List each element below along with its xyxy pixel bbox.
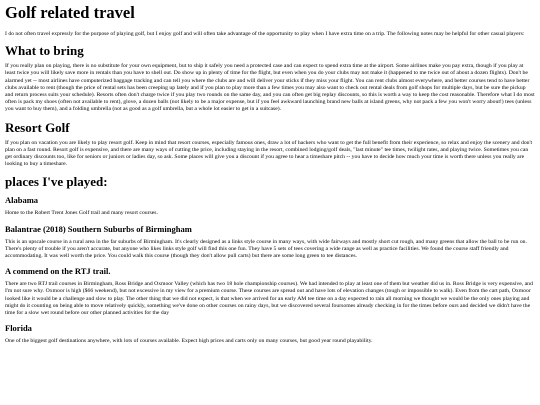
subheading-florida: Florida	[5, 323, 32, 334]
florida-paragraph: One of the biggest golf destinations anywhere, with lots of courses available. Expect high prices and carts only on many courses, but good year round playability.	[5, 338, 373, 345]
balantrae-paragraph: This is an upscale course in a rural area in the far suburbs of Birmingham. It's clearly designed as a links style course in many ways, with wide fairways and mostly short cut rough, and many greens that allow the ball to be run on. There's plenty of trouble if you aren't accurate, but anyone who likes links style golf will find this one fun. They have 5 sets of tees covering a wide range as well as practice facilities. We found the course staff friendly and accommodating. It was well worth the price. You could walk this course (though they don't allow pull carts) but there are some long green to tee distances.	[5, 238, 527, 260]
subheading-alabama: Alabama	[5, 195, 39, 206]
what-to-bring-paragraph: If you really plan on playing, there is no substitute for your own equipment, but to ship it safely you need a protected case and can expect to spend extra time at the airport. Some airlines make you pay extra, though if you play at least twice you will likely save more in rentals than you have to shell out. Do show up in plenty of time for the flight, but even when you do your clubs may not make it (happened to me twice out of about a dozen flights). Don't be alarmed yet -- most airlines have computerized baggage tracking and can tell you where the clubs are and will deliver your sticks if they miss your flight. You can rent clubs almost everywhere, and better courses tend to have better clubs available to rent (though the price of rental sets has been creeping up lately and if you plan to play more than a few times you may also want to check out rental deals from golf shops for multiple days, but be sure the pickup and return process suits your schedule). Resorts often don't charge twice if you play two rounds on the same day, and you can often get big replay discounts, so this is worth a way to keep the cost reasonable. Therefore what I do most often is pack my shoes (often not available to rent), glove, a dozen balls (not likely to be a major expense, but if you feel awkward launching brand new balls at island greens, why not pack a few you won't worry about!) tees (unless you want to buy them), and a folding umbrella (not as good as a golf umbrella, but a whole lot easier to get in a suitcase).	[5, 63, 535, 113]
section-heading-resort-golf: Resort Golf	[5, 119, 70, 135]
page-title: Golf related travel	[5, 3, 135, 22]
resort-golf-paragraph: If you plan on vacation you are likely to play resort golf. Keep in mind that resort courses, especially famous ones, draw a lot of hackers who want to get the full benefit from their experience, so relax and enjoy the scenery and don't plan on a fast round. Resort golf is expensive, and there are many ways of cutting the price, including staying in the resort, combined lodging/golf deals, "last minute" tee times, twilight rates, and playing twice. Sometimes you can get ordinary discounts too, like for seniors or juniors or ladies day, so ask. Some places will give you a discount if you agree to hear a timeshare pitch -- you have to decide how much your time is worth there unless you really are looking to buy a timeshare.	[5, 139, 533, 168]
subheading-balantrae: Balantrae (2018) Southern Suburbs of Birmingham	[5, 223, 192, 234]
section-heading-what-to-bring: What to bring	[5, 43, 84, 59]
rtj-trail-paragraph: There are two RTJ trail courses in Birmingham, Ross Bridge and Oxmoor Valley (which has two 18 hole championship courses). We had intended to play at least one of them but weather did us in. Ross Bridge is very expensive, and I'm not sure why. Oxmoor is high ($66 weekend), but not excessive in my view for a premium course. These courses are spread out and have lots of elevation changes (tough or impossible to walk). Even from the cart path, Oxmoor looked like it would be a challenge and slow to play. The other thing that we did not expect, is that when we arrived for an early AM tee time on a day expected to rain all morning we thought we would be the only ones playing and might do it counting on being able to move relatively quickly, something we've done on other courses on rainy days, but we discovered several foursomes already checking in for the times before ours and decided we didn't have the time for a slow wet round before our other planned activities for the day	[5, 281, 533, 317]
intro-paragraph: I do not often travel expressly for the purpose of playing golf, but I enjoy golf and will often take advantage of the opportunity to play when I have extra time on a trip. The following notes may be helpful for other casual players:	[5, 31, 525, 37]
alabama-paragraph: Home to the Robert Trent Jones Golf trail and many resort courses.	[5, 210, 158, 217]
subheading-rtj-trail: A commend on the RTJ trail.	[5, 266, 111, 277]
section-heading-places: places I've played:	[5, 174, 108, 190]
